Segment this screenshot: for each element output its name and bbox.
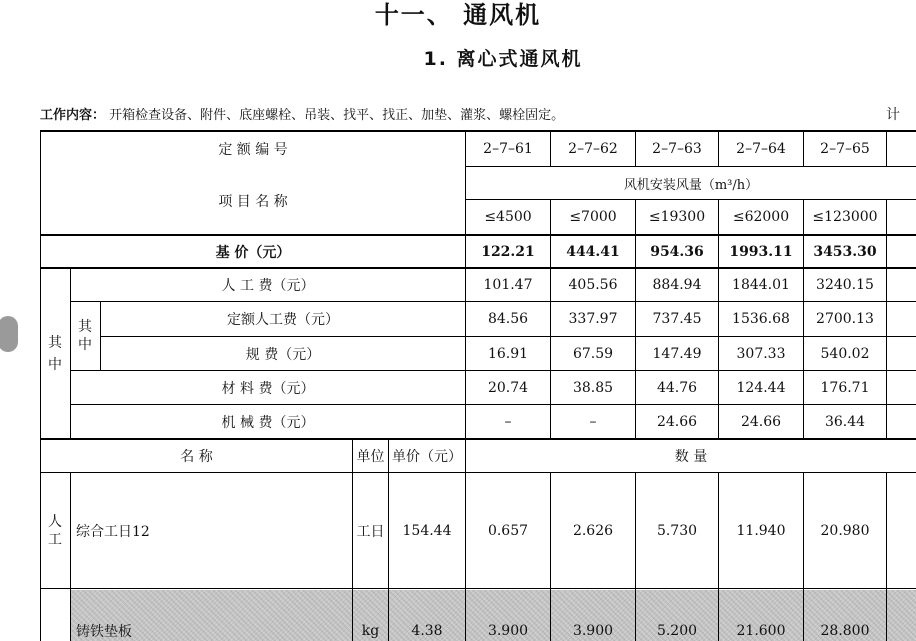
- resource-qty: 3.900: [487, 622, 529, 639]
- material-label: 材 料 费（元）: [221, 380, 315, 397]
- labor-value: 101.47: [483, 277, 533, 293]
- airflow-range: ≤123000: [812, 209, 878, 225]
- machine-label: 机 械 费（元）: [221, 414, 315, 431]
- resource-qty: 28.800: [820, 622, 870, 639]
- resource-qty: 5.730: [656, 522, 698, 539]
- resource-qty: 0.657: [487, 522, 529, 539]
- name-col-header: 名 称: [180, 449, 213, 465]
- base-price-value: 954.36: [650, 243, 704, 260]
- quota-labor-label: 定额人工费（元）: [227, 312, 339, 328]
- work-label: 工作内容：: [40, 108, 106, 123]
- vline-c6b: [886, 199, 887, 439]
- fee-value: 307.33: [736, 345, 786, 362]
- qty-col-header: 数 量: [674, 449, 708, 465]
- quota-labor-value: 2700.13: [816, 311, 874, 327]
- work-text: 开箱检查设备、附件、底座螺栓、吊装、找平、找正、加垫、灌浆、螺栓固定。: [109, 108, 565, 123]
- labor-value: 3240.15: [816, 277, 874, 293]
- airflow-range: ≤62000: [732, 209, 790, 225]
- machine-value: 36.44: [824, 413, 866, 430]
- quota-code: 2–7–64: [736, 140, 786, 157]
- unit-col-header: 单位: [356, 449, 385, 465]
- price-col-header: 单价（元）: [392, 449, 462, 465]
- labor-value: 1844.01: [732, 277, 790, 293]
- quota-code: 2–7–65: [820, 140, 870, 157]
- base-price-value: 444.41: [566, 243, 620, 260]
- quota-code: 2–7–61: [483, 140, 533, 157]
- fee-value: 147.49: [652, 345, 702, 362]
- airflow-range: ≤7000: [569, 209, 617, 225]
- fee-value: 16.91: [487, 345, 529, 362]
- page-subtitle: 1. 离心式通风机: [423, 48, 583, 70]
- fee-value: 540.02: [820, 345, 870, 362]
- unit-hint: 计: [886, 107, 900, 123]
- resource-name: 铸铁垫板: [76, 623, 132, 640]
- material-value: 124.44: [736, 379, 786, 396]
- vline-rengong: [70, 472, 71, 641]
- quota-code: 2–7–63: [652, 140, 702, 157]
- airflow-range: ≤4500: [484, 209, 532, 225]
- quota-label: 定 额 编 号: [218, 141, 288, 158]
- labor-label: 人 工 费（元）: [221, 278, 315, 294]
- resource-qty: 3.900: [572, 622, 614, 639]
- airflow-range: ≤19300: [648, 209, 706, 225]
- resource-unit: 工日: [356, 523, 385, 540]
- page-edge-mark: [0, 316, 18, 352]
- material-value: 20.74: [487, 379, 529, 396]
- labor-value: 884.94: [652, 277, 702, 293]
- resource-qty: 5.200: [656, 622, 698, 639]
- qizhong-sub-label: 其中: [78, 319, 92, 353]
- vline-c6c: [886, 472, 887, 641]
- base-price-label: 基 价（元）: [215, 244, 291, 261]
- resource-qty: 2.626: [572, 522, 614, 539]
- resource-price: 4.38: [411, 622, 443, 639]
- rengong-label: 人工: [48, 513, 62, 548]
- material-value: 44.76: [656, 379, 698, 396]
- resource-qty: 21.600: [736, 622, 786, 639]
- base-price-value: 122.21: [481, 243, 535, 260]
- base-price-value: 1993.11: [729, 243, 793, 260]
- resource-qty: 11.940: [736, 522, 786, 539]
- fee-label: 规 费（元）: [245, 346, 321, 363]
- quota-code: 2–7–62: [568, 140, 618, 157]
- vline-c6a: [886, 130, 887, 167]
- quota-labor-value: 84.56: [487, 311, 529, 327]
- quota-labor-value: 337.97: [568, 311, 618, 327]
- hline-row1: [40, 588, 916, 589]
- resource-price: 154.44: [402, 522, 452, 539]
- machine-value: –: [504, 413, 512, 430]
- work-content: [40, 104, 564, 123]
- base-price-value: 3453.30: [813, 243, 877, 260]
- machine-value: 24.66: [656, 413, 698, 430]
- resource-unit: kg: [361, 622, 380, 639]
- quota-labor-value: 1536.68: [732, 311, 790, 327]
- page-title: 十一、 通风机: [374, 1, 542, 29]
- machine-value: –: [589, 413, 597, 430]
- material-value: 176.71: [820, 379, 870, 396]
- qizhong-label: 其中: [48, 334, 62, 373]
- resource-qty: 20.980: [820, 522, 870, 539]
- quota-labor-value: 737.45: [652, 311, 702, 327]
- material-value: 38.85: [572, 379, 614, 396]
- airflow-group-label: 风机安装风量（m³/h）: [623, 177, 759, 193]
- labor-value: 405.56: [568, 277, 618, 293]
- item-name-label: 项 目 名 称: [218, 193, 288, 210]
- machine-value: 24.66: [740, 413, 782, 430]
- fee-value: 67.59: [572, 345, 614, 362]
- resource-name: 综合工日12: [76, 523, 150, 540]
